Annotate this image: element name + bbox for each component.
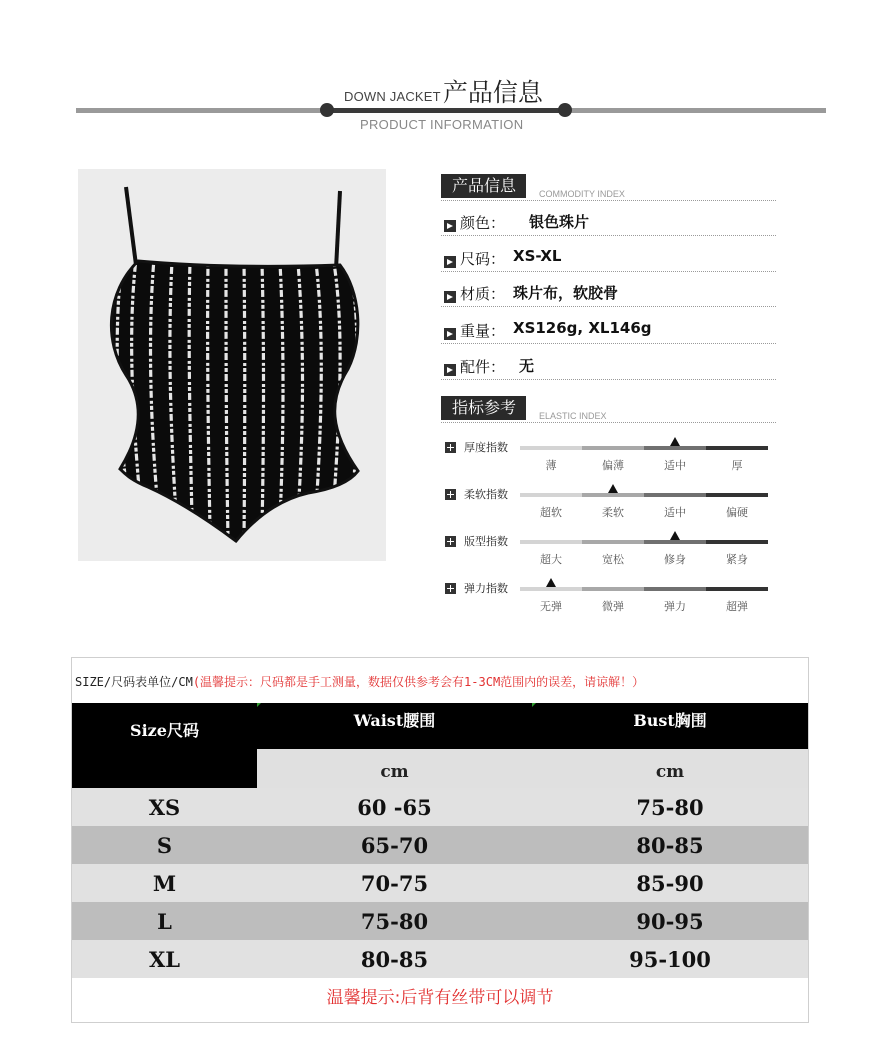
index-label: 弹力指数 — [464, 582, 508, 595]
index-scale-segment — [520, 493, 582, 497]
index-label: 柔软指数 — [464, 488, 508, 501]
table-row — [72, 864, 808, 902]
product-photo — [78, 169, 386, 561]
table-cell-waist: 65-70 — [360, 832, 429, 858]
plus-box-icon — [445, 442, 456, 453]
index-option: 适中 — [664, 459, 686, 472]
size-table-note — [75, 673, 644, 690]
plus-box-icon — [445, 583, 456, 594]
spec-label: 尺码： — [460, 250, 506, 268]
banner-dot-left — [320, 103, 334, 117]
size-table — [71, 657, 809, 1023]
index-row-elasticity — [441, 583, 776, 625]
index-tag-en: ELASTIC INDEX — [539, 411, 607, 421]
banner-subtitle: PRODUCT INFORMATION — [360, 117, 524, 132]
unit-bust: cm — [655, 762, 685, 782]
arrow-right-icon — [444, 328, 456, 340]
arrow-right-icon — [444, 291, 456, 303]
index-scale-segment — [520, 446, 582, 450]
index-marker-triangle-icon — [608, 484, 618, 493]
table-cell-bust: 85-90 — [636, 870, 704, 896]
index-scale-segment — [582, 446, 644, 450]
spec-label: 配件： — [460, 358, 506, 376]
size-table-note-warning: (温馨提示：尺码都是手工测量，数据仅供参考会有1-3CM范围内的误差，请谅解！） — [192, 675, 645, 689]
index-label: 版型指数 — [464, 535, 508, 548]
index-label: 厚度指数 — [464, 441, 508, 454]
banner-title-en: DOWN JACKET — [344, 89, 441, 104]
index-row-fit — [441, 536, 776, 578]
index-row-softness — [441, 489, 776, 531]
spec-value: XS-XL — [513, 247, 562, 265]
index-option: 紧身 — [726, 553, 748, 566]
striped-camisole-illustration — [78, 169, 386, 561]
index-option: 偏薄 — [602, 459, 624, 472]
index-scale-segment — [706, 540, 768, 544]
index-option: 超弹 — [726, 600, 748, 613]
index-scale-segment — [706, 446, 768, 450]
spec-label: 材质： — [460, 285, 506, 303]
table-cell-bust: 80-85 — [636, 832, 704, 858]
spec-value: XS126g, XL146g — [513, 319, 652, 337]
table-cell-bust: 90-95 — [636, 908, 704, 934]
table-cell-size: S — [156, 832, 173, 858]
index-row-thickness — [441, 442, 776, 484]
index-scale-segment — [520, 540, 582, 544]
index-marker-triangle-icon — [670, 531, 680, 540]
index-option: 厚 — [731, 459, 743, 472]
spec-value: 无 — [519, 357, 535, 375]
table-cell-size: XL — [148, 946, 181, 972]
index-option: 微弹 — [602, 600, 624, 613]
index-option: 偏硬 — [726, 506, 748, 519]
spec-label: 颜色： — [460, 214, 506, 232]
index-tag: 指标参考 — [441, 396, 526, 420]
spec-row-size — [441, 243, 776, 272]
table-cell-waist: 70-75 — [360, 870, 429, 896]
index-option: 适中 — [664, 506, 686, 519]
index-option: 弹力 — [664, 600, 686, 613]
banner-title-cn: 产品信息 — [442, 78, 543, 107]
index-option: 修身 — [664, 553, 686, 566]
index-marker-triangle-icon — [670, 437, 680, 446]
table-cell-size: XS — [148, 794, 181, 820]
index-scale-segment — [644, 587, 706, 591]
spec-label: 重量： — [460, 322, 506, 340]
table-header-bg-size — [72, 749, 257, 788]
index-option: 无弹 — [540, 600, 562, 613]
banner-dot-right — [558, 103, 572, 117]
index-scale-segment — [644, 493, 706, 497]
table-row — [72, 788, 808, 826]
index-scale-segment — [520, 587, 582, 591]
table-row — [72, 826, 808, 864]
table-row — [72, 940, 808, 978]
index-option: 柔软 — [602, 506, 624, 519]
product-info-tag: 产品信息 — [441, 174, 526, 198]
index-option: 超大 — [540, 553, 562, 566]
index-scale-segment — [582, 493, 644, 497]
table-cell-size: M — [152, 870, 177, 896]
spec-row-accessories — [441, 351, 776, 380]
spec-row-color — [441, 207, 776, 236]
index-scale-segment — [582, 587, 644, 591]
index-scale-segment — [644, 446, 706, 450]
index-scale-segment — [644, 540, 706, 544]
index-marker-triangle-icon — [546, 578, 556, 587]
arrow-right-icon — [444, 364, 456, 376]
index-option: 超软 — [540, 506, 562, 519]
spec-row-weight — [441, 315, 776, 344]
bottom-note: 温馨提示:后背有丝带可以调节 — [326, 988, 554, 1008]
index-header — [441, 396, 776, 423]
table-row — [72, 902, 808, 940]
product-info-header — [441, 174, 776, 201]
table-cell-size: L — [157, 908, 172, 934]
arrow-right-icon — [444, 220, 456, 232]
spec-row-material — [441, 278, 776, 307]
table-cell-waist: 80-85 — [360, 946, 429, 972]
spec-value: 珠片布，软胶骨 — [513, 284, 619, 302]
col-header-bust: Bust胸围 — [633, 710, 707, 730]
index-scale-segment — [706, 587, 768, 591]
spec-value: 银色珠片 — [529, 213, 590, 231]
unit-waist: cm — [380, 762, 409, 782]
col-header-waist: Waist腰围 — [353, 710, 436, 730]
index-scale-segment — [706, 493, 768, 497]
arrow-right-icon — [444, 256, 456, 268]
table-cell-waist: 75-80 — [360, 908, 429, 934]
index-option: 薄 — [545, 459, 557, 472]
table-cell-waist: 60 -65 — [357, 794, 432, 820]
plus-box-icon — [445, 489, 456, 500]
product-info-tag-en: COMMODITY INDEX — [539, 189, 625, 199]
table-cell-bust: 75-80 — [636, 794, 704, 820]
table-cell-bust: 95-100 — [629, 946, 711, 972]
banner-title — [344, 73, 543, 109]
col-header-size: Size尺码 — [130, 720, 199, 740]
plus-box-icon — [445, 536, 456, 547]
index-scale-segment — [582, 540, 644, 544]
size-table-note-prefix: SIZE/尺码表单位/CM — [75, 675, 193, 689]
index-option: 宽松 — [602, 553, 624, 566]
